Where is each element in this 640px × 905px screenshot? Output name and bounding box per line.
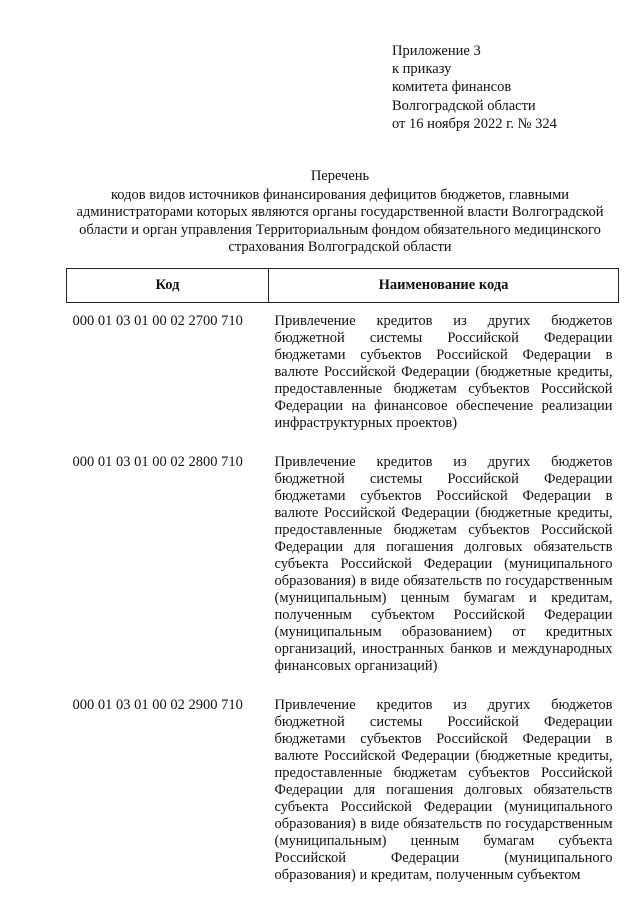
table-header-row: [67, 269, 619, 303]
appendix-line: от 16 ноября 2022 г. № 324: [392, 115, 557, 132]
codes-table: [66, 268, 619, 896]
title-subtitle: кодов видов источников финансирования дефицитов бюджетов, главными администраторами которых являются органы государственной власти Волгоградской области и орган управления Территориальным фондом обязательного медицинского страхования Волгоградской области: [76, 186, 604, 255]
row-code: 000 01 03 01 00 02 2700 710: [72, 313, 243, 329]
appendix-line: комитета финансов: [392, 79, 512, 96]
row-name: Привлечение кредитов из других бюджетов бюджетной системы Российской Федерации бюджетами субъектов Российской Федерации в валюте Российской Федерации (бюджетные кредиты, предоставленные бюджетам субъектов Российской Федерации на финансовое обеспечение реализации инфраструктурных проектов): [274, 313, 613, 431]
table-row: [67, 687, 619, 896]
document-title: [60, 168, 620, 257]
appendix-line: Приложение 3: [392, 43, 481, 59]
column-header-code: Код: [67, 269, 269, 303]
row-name: Привлечение кредитов из других бюджетов бюджетной системы Российской Федерации бюджетами субъектов Российской Федерации в валюте Российской Федерации (бюджетные кредиты, предоставленные бюджетам субъектов Российской Федерации для погашения долговых обязательств субъекта Российской Федерации (муниципального образования) в виде обязательств по государственным (муниципальным) ценным бумагам субъекта Российской Федерации (муниципального образования) и кредитам, полученным субъектом: [274, 697, 613, 883]
table-row: [67, 303, 619, 445]
appendix-block: [392, 42, 557, 133]
title-heading: Перечень: [310, 168, 370, 184]
row-code: 000 01 03 01 00 02 2900 710: [72, 697, 243, 713]
appendix-line: Волгоградской области: [392, 97, 536, 114]
row-code: 000 01 03 01 00 02 2800 710: [72, 454, 243, 470]
appendix-line: к приказу: [392, 61, 452, 78]
table-row: [67, 444, 619, 687]
column-header-name: Наименование кода: [269, 269, 619, 303]
row-name: Привлечение кредитов из других бюджетов бюджетной системы Российской Федерации бюджетами субъектов Российской Федерации в валюте Российской Федерации (бюджетные кредиты, предоставленные бюджетам субъектов Российской Федерации для погашения долговых обязательств субъекта Российской Федерации (муниципального образования) в виде обязательств по государственным (муниципальным) ценным бумагам и кредитам, полученным субъектом Российской Федерации (муниципальным образованием) от кредитных организаций, иностранных банков и международных финансовых организаций): [274, 454, 613, 674]
